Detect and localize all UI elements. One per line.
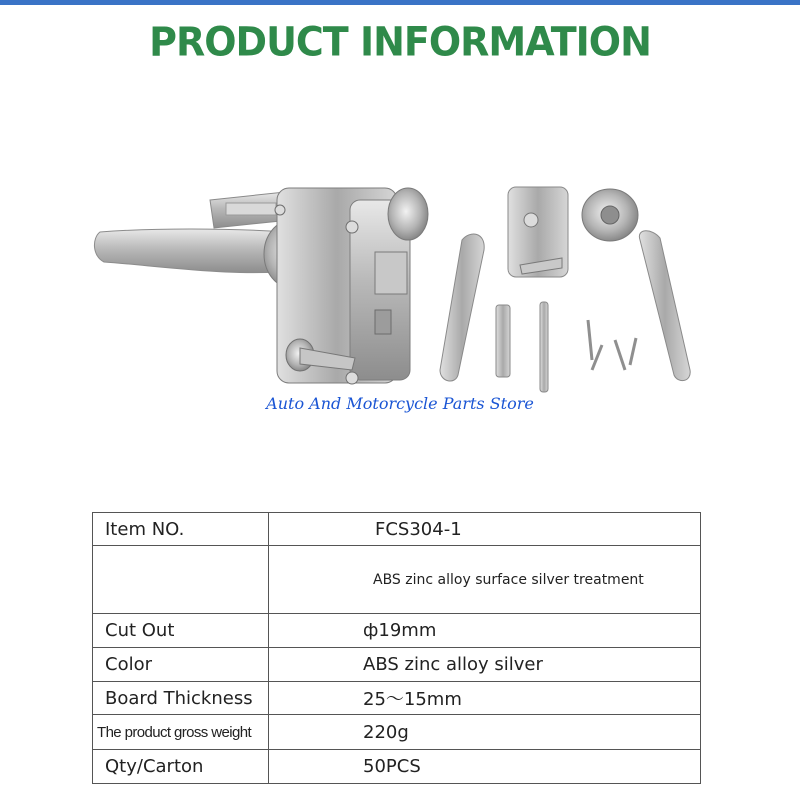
spec-label-board-thickness: Board Thickness (93, 682, 269, 715)
spec-label-cut-out: Cut Out (93, 614, 269, 648)
spec-label-gross-weight: The product gross weight (93, 715, 269, 750)
spec-value-item-no: FCS304-1 (269, 513, 701, 546)
table-row (93, 614, 701, 648)
spec-label-qty-carton: Qty/Carton (93, 750, 269, 784)
spec-value-board-thickness: 25～15mm (269, 682, 701, 715)
table-row (93, 750, 701, 784)
spec-value-cut-out: ф19mm (269, 614, 701, 648)
table-row (93, 648, 701, 682)
page-title: PRODUCT INFORMATION (149, 18, 651, 66)
spec-value-qty-carton: 50PCS (269, 750, 701, 784)
spec-value-material: ABS zinc alloy surface silver treatment (269, 546, 701, 614)
table-row (93, 513, 701, 546)
spec-label-material (93, 546, 269, 614)
spec-label-color: Color (93, 648, 269, 682)
table-row (93, 715, 701, 750)
spec-label-item-no: Item NO. (93, 513, 269, 546)
top-accent-bar (0, 0, 800, 5)
spec-table (92, 512, 701, 784)
spec-value-gross-weight: 220g (269, 715, 701, 750)
table-row (93, 546, 701, 614)
assembled-lock-image (94, 188, 428, 384)
product-image (0, 170, 800, 430)
exploded-parts-image (440, 187, 690, 392)
spec-value-color: ABS zinc alloy silver (269, 648, 701, 682)
store-watermark: Auto And Motorcycle Parts Store (266, 394, 534, 413)
table-row (93, 682, 701, 715)
